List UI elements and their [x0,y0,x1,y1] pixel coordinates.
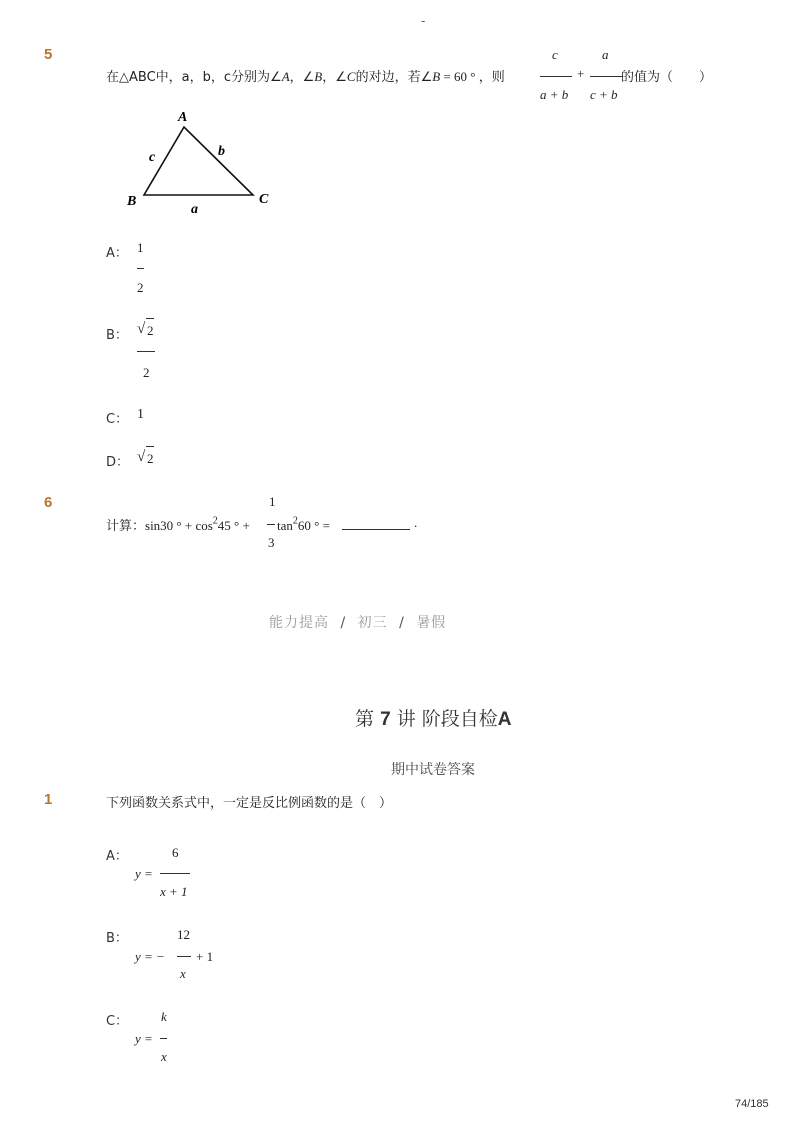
breadcrumb-separator-1: / [340,615,347,631]
q6-expr4: 60 ° = [297,518,330,533]
q5-angle-a: A [281,69,290,84]
q6-sup2: 2 [292,515,298,527]
q1-option-a-label[interactable]: A： [106,849,128,864]
q5-option-d-value: 2 [147,451,154,466]
q5-option-d-label[interactable]: D： [106,455,130,470]
q5-sep1: ，∠ [289,70,315,85]
q6-expr1: sin30 ° + cos [145,518,213,533]
q5-frac2-bar [590,76,622,77]
q6-prefix: 计算： [106,519,146,534]
q6-sup1: 2 [212,515,218,527]
q6-stem [106,515,250,534]
q5-frac1-denominator: a + b [540,87,569,102]
breadcrumb-part-1: 能力提高 [269,615,329,631]
q5-text-before: 在△ABC中，a，b，c分别为∠ [106,70,282,85]
q5-option-c-label[interactable]: C： [106,412,129,427]
lecture-title-pre: 第 [355,708,375,730]
q1-option-b-tail: + 1 [196,949,214,964]
q1-option-b-denominator: x [180,966,186,981]
q1-option-a-numerator: 6 [172,845,179,860]
vertex-label-b: B [127,194,137,209]
lecture-title-num: 7 [380,709,391,730]
q6-suffix: . [414,515,418,530]
triangle-shape [144,127,253,195]
q6-stem-tail [277,515,330,534]
q6-answer-blank[interactable] [342,529,410,530]
q5-option-b-bar [137,351,155,352]
vertex-label-a: A [178,110,188,125]
triangle-abc-diagram [120,105,280,220]
q5-option-c-value: 1 [137,407,144,422]
q1-option-c-label[interactable]: C： [106,1014,129,1029]
side-label-a: a [191,202,198,217]
lecture-title-letter: A [497,709,512,730]
question-number-6: 6 [44,494,53,511]
side-label-c: c [149,150,156,165]
lecture-title-post: 讲 阶段自检 [396,708,498,730]
q5-frac1-numerator: c [552,47,558,62]
q5-option-a-label[interactable]: A： [106,246,128,261]
q5-cond-var: B [432,69,441,84]
top-mark: - [421,14,426,28]
q5-option-a-bar [137,268,144,269]
course-breadcrumb [269,612,446,632]
q5-option-b-denominator: 2 [143,365,150,380]
q6-frac-bar [267,524,275,525]
q5-frac2-numerator: a [602,47,609,62]
q6-expr3: tan [277,518,293,533]
q5-option-b-numerator: 2 [147,323,154,338]
q6-expr2: 45 ° + [217,518,250,533]
q5-sep2: ，∠ [322,70,347,85]
q1-option-c-denominator: x [161,1049,167,1064]
q5-option-d-sqrt-sign: √ [137,449,146,465]
q1-option-c-numerator: k [161,1009,167,1024]
question-number-1: 1 [44,791,53,808]
q5-stem [106,66,505,85]
q5-text-mid: 的对边，若∠ [355,70,433,85]
q1-option-c-bar [160,1038,167,1039]
q5-text-after: 的值为（ ） [621,70,713,85]
q5-frac1-bar [540,76,572,77]
breadcrumb-part-3: 暑假 [416,615,447,631]
q1-option-a-lhs: y = [135,866,153,881]
q1-option-b-bar [177,956,191,957]
q1-option-b-label[interactable]: B： [106,931,128,946]
section-title: 期中试卷答案 [391,762,475,778]
q5-frac2-denominator: c + b [590,87,618,102]
q5-option-b-sqrt-bar [146,318,154,319]
breadcrumb-part-2: 初三 [357,615,388,631]
breadcrumb-separator-2: / [399,615,405,631]
q5-option-b-label[interactable]: B： [106,328,128,343]
vertex-label-c: C [259,192,269,207]
page-number: 74/185 [735,1098,769,1110]
q5-option-a-numerator: 1 [137,240,144,255]
q6-frac-denominator: 3 [268,535,275,550]
q1-option-b-numerator: 12 [177,927,190,942]
q5-option-b-sqrt-sign: √ [137,321,146,337]
q5-angle-b: B [314,69,323,84]
q5-cond-val: = 60 ° ，则 [440,69,505,84]
q5-plus: + [577,66,585,81]
side-label-b: b [218,144,225,159]
q1-option-a-bar [160,873,190,874]
question-number-5: 5 [44,46,53,63]
lecture-title [355,704,511,731]
q1-option-b-lhs: y = − [135,949,165,964]
q5-option-d-sqrt-bar [146,446,154,447]
q1-stem: 下列函数关系式中，一定是反比例函数的是（ ） [106,796,393,811]
q5-option-a-denominator: 2 [137,280,144,295]
q1-option-a-denominator: x + 1 [160,884,188,899]
q1-option-c-lhs: y = [135,1031,153,1046]
q5-angle-c: C [346,69,356,84]
q6-frac-numerator: 1 [269,494,276,509]
